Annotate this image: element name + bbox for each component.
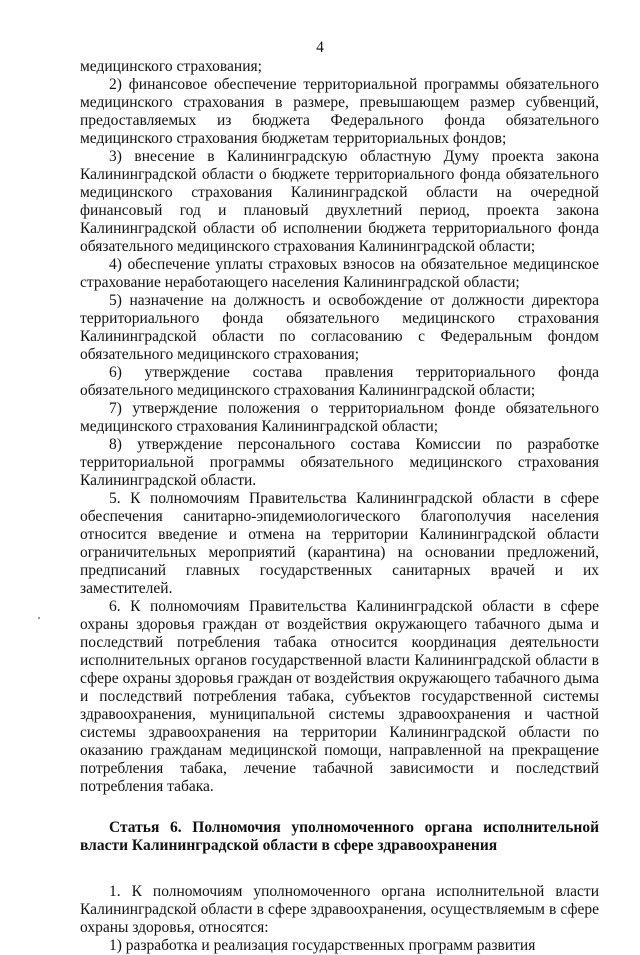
clause-6: 6. К полномочиям Правительства Калининградской области в сфере охраны здоровья граждан от воздействия окружающего табачного дыма и последствий потребления табака относится координация деятельности исполнительных органов государственной власти Калининградской области в сфере охраны здоровья граждан от воздействия окружающего табачного дыма и последствий потребления табака, субъектов государственной системы здравоохранения, муниципальной системы здравоохранения и частной системы здравоохранения на территории Калининградской области по оказанию гражданам медицинской помощи, направленной на прекращение потребления табака, лечение табачной зависимости и последствий потребления табака. [80, 598, 599, 795]
list-item-5: 5) назначение на должность и освобождение от должности директора территориального фонда обязательного медицинского страхования Калининградской области по согласованию с Федеральным фондом обязательного медицинского страхования; [80, 292, 599, 363]
document-body [80, 58, 599, 955]
page-number: 4 [316, 39, 324, 56]
list-item-2: 2) финансовое обеспечение территориальной программы обязательного медицинского страхования в размере, превышающем размер субвенций, предоставляемых из бюджета Федерального фонда обязательного медицинского страхования бюджетам территориальных фондов; [80, 76, 599, 147]
scan-speck [38, 617, 40, 619]
article-heading: Статья 6. Полномочия уполномоченного органа исполнительной власти Калининградской области в сфере здравоохранения [80, 819, 599, 854]
clause-5: 5. К полномочиям Правительства Калининградской области в сфере обеспечения санитарно-эпидемиологического благополучия населения относится введение и отмена на территории Калининградской области ограничительных мероприятий (карантина) на основании предложений, предписаний главных государственных санитарных врачей и их заместителей. [80, 490, 599, 597]
list-item-7: 7) утверждение положения о территориальном фонде обязательного медицинского страхования Калининградской области; [80, 400, 599, 435]
list-item-6: 6) утверждение состава правления территориального фонда обязательного медицинского страхования Калининградской области; [80, 364, 599, 399]
paragraph-continuation: медицинского страхования; [80, 58, 262, 75]
list-item-3: 3) внесение в Калининградскую областную Думу проекта закона Калининградской области о бюджете территориального фонда обязательного медицинского страхования Калининградской области на очередной финансовый год и плановый двухлетний период, проекта закона Калининградской области об исполнении бюджета территориального фонда обязательного медицинского страхования Калининградской области; [80, 148, 599, 255]
list-item-4: 4) обеспечение уплаты страховых взносов на обязательное медицинское страхование неработающего населения Калининградской области; [80, 256, 599, 291]
article-clause-1: 1. К полномочиям уполномоченного органа исполнительной власти Калининградской области в сфере здравоохранения, осуществляемым в сфере охраны здоровья, относятся: [80, 883, 599, 936]
list-item-8: 8) утверждение персонального состава Комиссии по разработке территориальной программы обязательного медицинского страхования Калининградской области. [80, 436, 599, 489]
article-list-item-1: 1) разработка и реализация государственных программ развития [109, 937, 536, 954]
